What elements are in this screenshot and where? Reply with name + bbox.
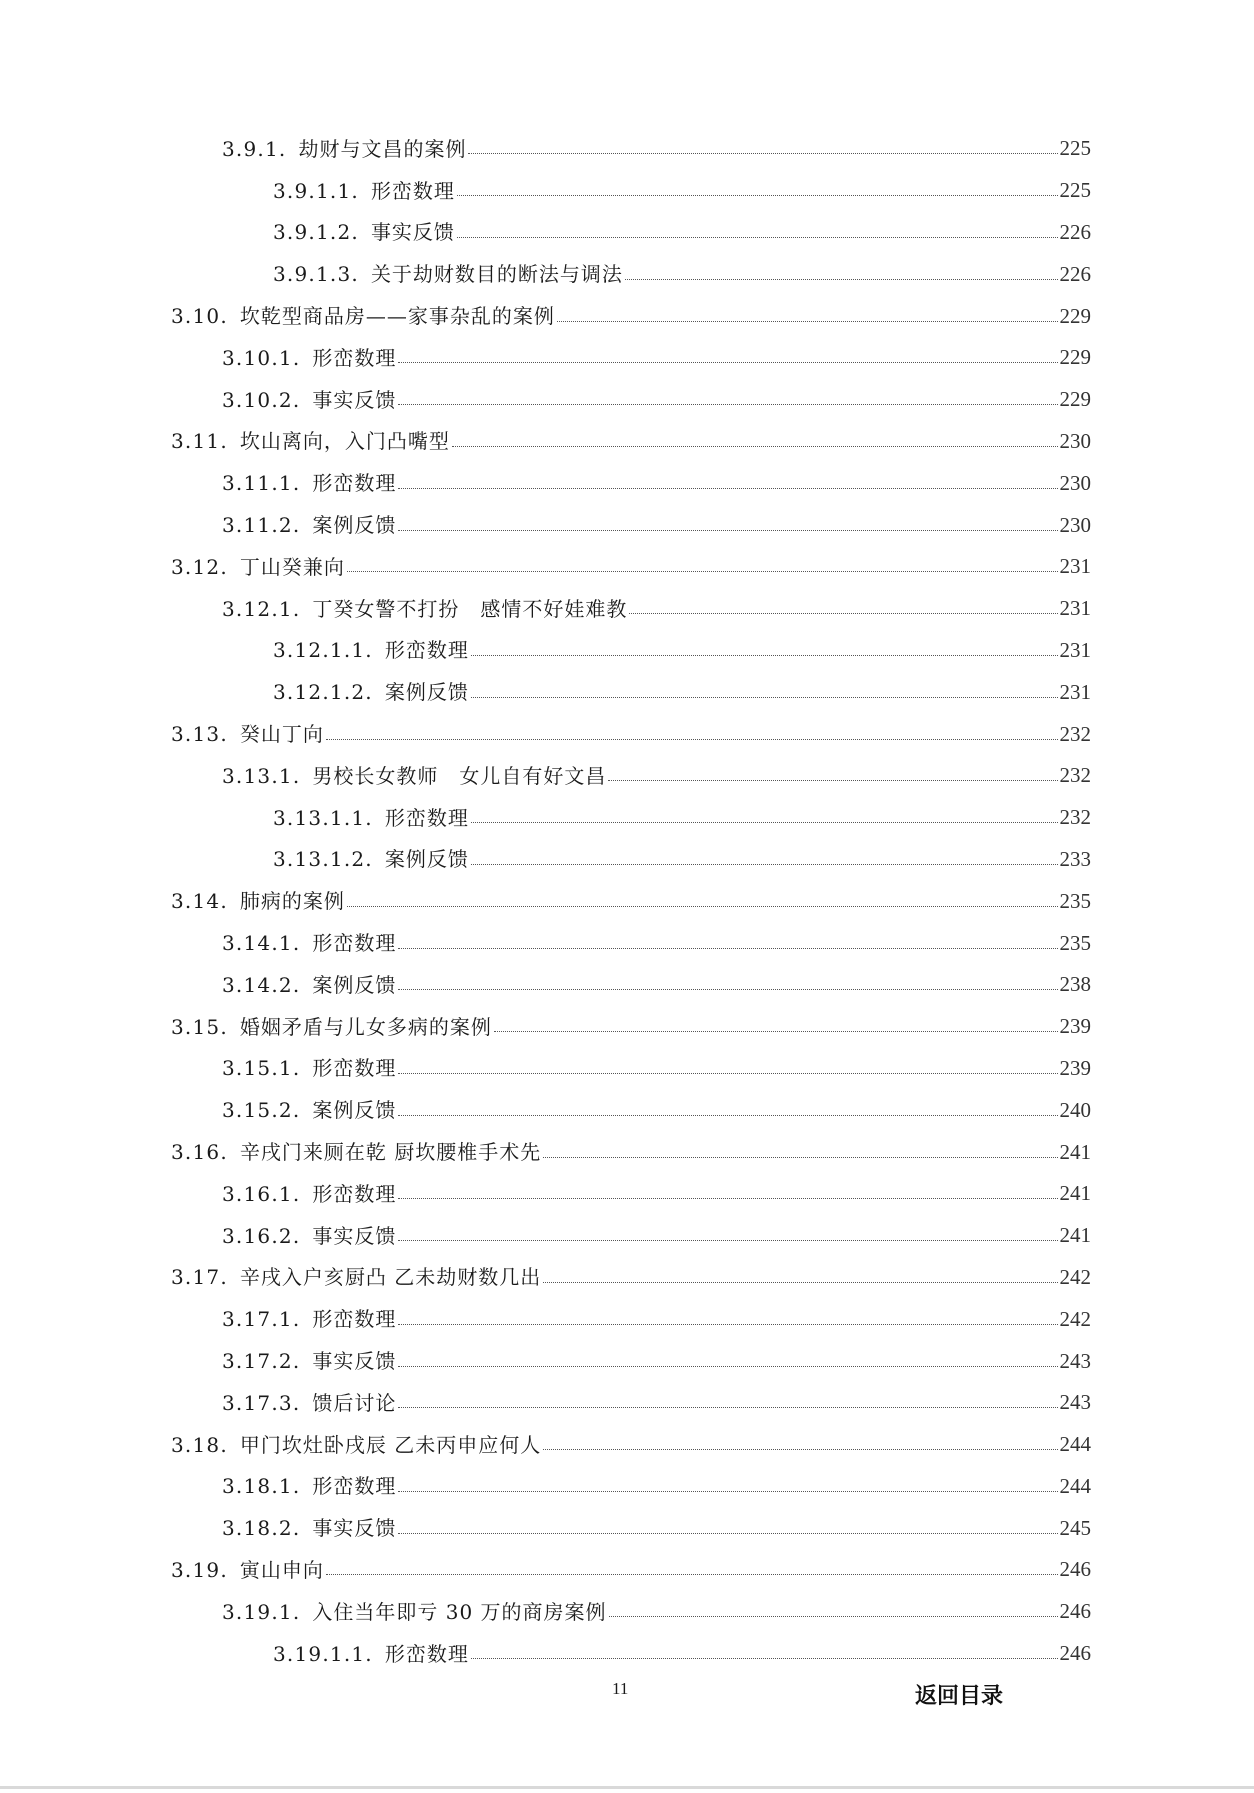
toc-entry-line [171,421,1091,463]
toc-entry-line [273,1633,1091,1675]
toc-entry-line [222,922,1091,964]
toc-section-number: 3.14. [171,889,228,914]
toc-entry[interactable] [0,922,1254,964]
toc-entry-line [222,1173,1091,1215]
toc-section-number: 3.15.1. [222,1056,301,1081]
toc-entry-line [222,379,1091,421]
toc-entry[interactable] [0,1173,1254,1215]
toc-section-title: 事实反馈 [312,1516,397,1541]
toc-section-number: 3.13.1. [222,763,301,788]
toc-entry[interactable] [0,1340,1254,1382]
toc-dot-leader [398,1115,1057,1116]
toc-entry-line [273,630,1091,672]
toc-section-title: 事实反馈 [312,387,397,412]
toc-section-number: 3.10. [171,304,228,329]
toc-entry-line [273,797,1091,839]
toc-dot-leader [398,404,1057,405]
toc-section-number: 3.12.1.1. [273,638,373,663]
toc-entry-line [222,755,1091,797]
toc-entry-line [222,128,1091,170]
toc-section-number: 3.19. [171,1557,228,1582]
toc-section-number: 3.16.1. [222,1181,301,1206]
toc-dot-leader [471,864,1058,865]
toc-section-title: 形峦数理 [312,1056,397,1081]
toc-section-number: 3.17. [171,1265,228,1290]
toc-entry[interactable] [0,839,1254,881]
toc-entry-line [273,839,1091,881]
toc-dot-leader [398,989,1057,990]
toc-dot-leader [398,1366,1057,1367]
toc-section-title: 坎乾型商品房——家事杂乱的案例 [239,304,555,329]
toc-page-number: 238 [1059,972,1091,997]
toc-dot-leader [609,1616,1058,1617]
toc-section-title: 肺病的案例 [239,889,345,914]
toc-section-number: 3.9.1. [222,136,287,161]
toc-page-number: 235 [1059,930,1091,955]
toc-section-title: 案例反馈 [384,847,469,872]
toc-section-number: 3.16.2. [222,1223,301,1248]
toc-entry-line [222,504,1091,546]
toc-dot-leader [471,655,1058,656]
toc-dot-leader [629,613,1057,614]
toc-section-title: 案例反馈 [312,972,397,997]
toc-page-number: 226 [1059,261,1091,286]
toc-page-number: 240 [1059,1097,1091,1122]
toc-entry[interactable] [0,1215,1254,1257]
toc-entry-line [171,713,1091,755]
toc-page-number: 229 [1059,303,1091,328]
toc-entry[interactable] [0,379,1254,421]
toc-dot-leader [398,1198,1057,1199]
toc-page-number: 241 [1059,1181,1091,1206]
toc-entry-line [171,546,1091,588]
toc-page-number: 242 [1059,1264,1091,1289]
toc-entry-line [171,1257,1091,1299]
toc-page-number: 230 [1059,512,1091,537]
toc-entry[interactable] [0,1549,1254,1591]
toc-entry-line [171,295,1091,337]
toc-page-number: 245 [1059,1515,1091,1540]
toc-section-number: 3.10.1. [222,345,301,370]
toc-section-title: 形峦数理 [312,931,397,956]
toc-entry[interactable] [0,1507,1254,1549]
toc-entry-line [222,1591,1091,1633]
page-bottom-divider [0,1786,1254,1789]
back-to-contents-link[interactable]: 返回目录 [915,1684,1004,1709]
toc-page-number: 239 [1059,1014,1091,1039]
toc-dot-leader [471,822,1058,823]
toc-section-title: 案例反馈 [384,680,469,705]
toc-section-title: 劫财与文昌的案例 [298,136,467,161]
toc-entry[interactable] [0,253,1254,295]
toc-entry-line [222,1382,1091,1424]
toc-dot-leader [471,697,1058,698]
toc-page-number: 235 [1059,888,1091,913]
toc-entry[interactable] [0,1633,1254,1675]
toc-dot-leader [625,279,1058,280]
toc-page-number: 241 [1059,1139,1091,1164]
toc-entry[interactable] [0,170,1254,212]
toc-section-number: 3.19.1.1. [273,1641,373,1666]
toc-entry[interactable] [0,671,1254,713]
toc-entry-line [273,671,1091,713]
toc-page-number: 231 [1059,596,1091,621]
toc-entry[interactable] [0,713,1254,755]
toc-section-title: 癸山丁向 [239,722,324,747]
toc-page-number: 244 [1059,1473,1091,1498]
toc-page-number: 225 [1059,178,1091,203]
toc-section-number: 3.19.1. [222,1599,301,1624]
toc-entry-line [222,964,1091,1006]
toc-dot-leader [398,948,1057,949]
toc-dot-leader [347,571,1058,572]
toc-section-number: 3.18.2. [222,1516,301,1541]
toc-dot-leader [457,195,1058,196]
toc-page-number: 225 [1059,136,1091,161]
toc-entry-line [171,880,1091,922]
toc-entry[interactable] [0,462,1254,504]
toc-entry[interactable] [0,128,1254,170]
toc-entry[interactable] [0,1382,1254,1424]
toc-section-number: 3.17.2. [222,1349,301,1373]
toc-dot-leader [543,1449,1057,1450]
toc-section-number: 3.16. [171,1140,228,1165]
toc-section-number: 3.17.3. [222,1390,301,1415]
toc-entry[interactable] [0,295,1254,337]
toc-entry-line [222,337,1091,379]
toc-section-number: 3.9.1.3. [273,262,359,287]
toc-page-number: 226 [1059,219,1091,244]
toc-page-number: 231 [1059,554,1091,579]
toc-entry[interactable] [0,964,1254,1006]
toc-section-title: 丁山癸兼向 [239,554,345,579]
toc-section-number: 3.9.1.2. [273,220,359,245]
toc-entry[interactable] [0,1089,1254,1131]
toc-page-number: 232 [1059,805,1091,830]
toc-page-number: 239 [1059,1055,1091,1080]
toc-section-title: 事实反馈 [312,1223,397,1248]
toc-page-number: 243 [1059,1390,1091,1415]
toc-section-title: 形峦数理 [312,1474,397,1499]
toc-entry-line [273,170,1091,212]
toc-entry[interactable] [0,504,1254,546]
toc-section-title: 婚姻矛盾与儿女多病的案例 [239,1014,492,1039]
toc-section-title: 形峦数理 [312,345,397,370]
toc-section-number: 3.11.2. [222,513,301,538]
toc-entry-line [222,588,1091,630]
toc-entry[interactable] [0,1466,1254,1508]
toc-page-number: 242 [1059,1306,1091,1331]
toc-entry-line [222,1507,1091,1549]
toc-page-number: 229 [1059,345,1091,370]
toc-dot-leader [398,1407,1057,1408]
toc-section-number: 3.15. [171,1014,228,1039]
toc-section-title: 丁癸女警不打扮 感情不好娃难教 [312,596,628,621]
toc-section-number: 3.14.2. [222,972,301,997]
toc-entry[interactable] [0,880,1254,922]
toc-page-number: 233 [1059,846,1091,871]
toc-entry[interactable] [0,421,1254,463]
toc-dot-leader [347,906,1058,907]
toc-section-title: 形峦数理 [384,805,469,830]
toc-entry-line [222,1466,1091,1508]
toc-section-number: 3.11.1. [222,471,301,496]
toc-section-title: 关于劫财数目的断法与调法 [370,262,623,287]
toc-section-number: 3.18.1. [222,1474,301,1499]
toc-entry[interactable] [0,337,1254,379]
toc-entry-line [222,462,1091,504]
toc-section-number: 3.13.1.2. [273,847,373,872]
toc-dot-leader [543,1282,1057,1283]
toc-section-title: 坎山离向，入门凸嘴型 [239,429,450,454]
toc-dot-leader [457,237,1058,238]
toc-page-number: 230 [1059,470,1091,495]
toc-section-title: 形峦数理 [312,471,397,496]
toc-entry[interactable] [0,588,1254,630]
toc-section-number: 3.12.1. [222,596,301,621]
toc-page-number: 246 [1059,1641,1091,1666]
toc-entry[interactable] [0,212,1254,254]
toc-section-title: 甲门坎灶卧戌辰 乙未丙申应何人 [239,1432,542,1457]
toc-dot-leader [468,153,1057,154]
toc-entry-line [222,1215,1091,1257]
toc-dot-leader [398,1240,1057,1241]
toc-page-number: 246 [1059,1557,1091,1582]
toc-section-number: 3.13.1.1. [273,805,373,830]
toc-dot-leader [398,1491,1057,1492]
toc-page-number: 230 [1059,428,1091,453]
toc-section-title: 辛戌入户亥厨凸 乙未劫财数几出 [239,1265,542,1290]
toc-section-title: 寅山申向 [239,1557,324,1582]
toc-page-number: 232 [1059,721,1091,746]
toc-entry-line [222,1340,1091,1382]
toc-entry-line [273,253,1091,295]
page-number: 11 [612,1679,629,1698]
toc-entry[interactable] [0,1257,1254,1299]
toc-section-number: 3.14.1. [222,931,301,956]
toc-entry-line [171,1131,1091,1173]
toc-section-title: 男校长女教师 女儿自有好文昌 [312,763,607,788]
toc-entry[interactable] [0,1424,1254,1466]
toc-entry[interactable] [0,630,1254,672]
toc-dot-leader [543,1157,1057,1158]
toc-section-title: 形峦数理 [370,178,455,203]
toc-entry-line [222,1298,1091,1340]
toc-dot-leader [398,1073,1057,1074]
toc-dot-leader [471,1658,1058,1659]
toc-page-number: 229 [1059,387,1091,412]
toc-section-title: 形峦数理 [312,1181,397,1206]
toc-dot-leader [494,1031,1058,1032]
toc-section-number: 3.12.1.2. [273,680,373,705]
toc-entry-line [171,1006,1091,1048]
toc-dot-leader [398,488,1057,489]
toc-entry[interactable] [0,1048,1254,1090]
toc-dot-leader [398,1324,1057,1325]
toc-entry[interactable] [0,1591,1254,1633]
toc-entry[interactable] [0,546,1254,588]
toc-section-number: 3.10.2. [222,387,301,412]
toc-dot-leader [398,1533,1057,1534]
toc-section-title: 形峦数理 [312,1307,397,1332]
toc-section-number: 3.17.1. [222,1307,301,1332]
toc-dot-leader [452,446,1058,447]
toc-page-number: 246 [1059,1599,1091,1624]
toc-entry[interactable] [0,755,1254,797]
toc-section-title: 案例反馈 [312,513,397,538]
toc-section-number: 3.9.1.1. [273,178,359,203]
toc-section-number: 3.11. [171,429,228,454]
toc-section-title: 案例反馈 [312,1098,397,1123]
toc-page-number: 244 [1059,1432,1091,1457]
toc-dot-leader [557,321,1058,322]
toc-entry-line [171,1424,1091,1466]
toc-page-number: 231 [1059,679,1091,704]
toc-section-number: 3.12. [171,554,228,579]
table-of-contents [0,128,1254,1674]
toc-section-number: 3.13. [171,722,228,747]
toc-page-number: 241 [1059,1223,1091,1248]
toc-section-number: 3.15.2. [222,1098,301,1123]
toc-dot-leader [326,739,1058,740]
toc-dot-leader [398,530,1057,531]
toc-page-number: 231 [1059,637,1091,662]
toc-section-title: 入住当年即亏 30 万的商房案例 [312,1599,607,1624]
toc-section-title: 事实反馈 [312,1349,397,1373]
toc-section-title: 馈后讨论 [312,1390,397,1415]
toc-entry-line [273,212,1091,254]
toc-entry-line [171,1549,1091,1591]
toc-section-title: 辛戌门来厕在乾 厨坎腰椎手术先 [239,1140,542,1165]
toc-entry[interactable] [0,1131,1254,1173]
toc-section-title: 形峦数理 [384,1641,469,1666]
toc-entry-line [222,1089,1091,1131]
toc-page-number: 243 [1059,1348,1091,1373]
toc-dot-leader [608,780,1057,781]
toc-section-number: 3.18. [171,1432,228,1457]
toc-entry[interactable] [0,797,1254,839]
toc-page-number: 232 [1059,763,1091,788]
toc-dot-leader [398,362,1057,363]
toc-section-title: 形峦数理 [384,638,469,663]
toc-dot-leader [326,1574,1058,1575]
toc-section-title: 事实反馈 [370,220,455,245]
toc-entry[interactable] [0,1298,1254,1340]
toc-entry-line [222,1048,1091,1090]
toc-entry[interactable] [0,1006,1254,1048]
